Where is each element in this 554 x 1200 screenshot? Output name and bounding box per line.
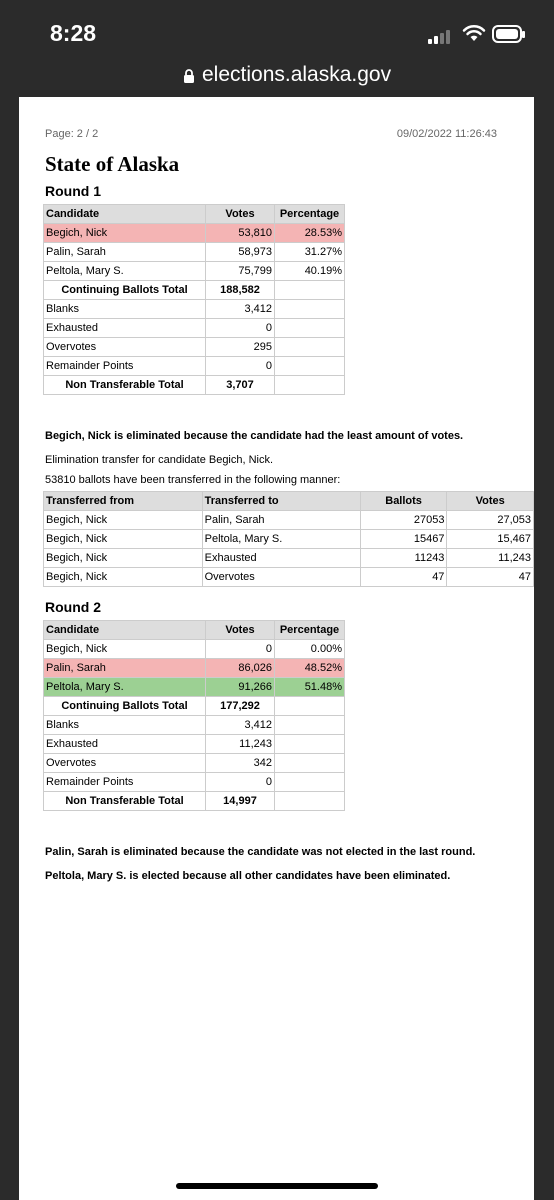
column-header: Percentage	[275, 621, 345, 640]
candidate-name: Peltola, Mary S.	[44, 262, 206, 281]
empty-cell	[275, 716, 345, 735]
ballots: 15467	[360, 530, 447, 549]
row-value: 295	[206, 338, 275, 357]
total-label: Continuing Ballots Total	[44, 281, 206, 300]
ballots-transferred-line: 53810 ballots have been transferred in the following manner:	[45, 474, 341, 486]
candidate-name: Palin, Sarah	[44, 243, 206, 262]
row-label: Exhausted	[44, 735, 206, 754]
table-row	[44, 735, 345, 754]
status-bar	[0, 0, 554, 58]
table-header-row	[44, 621, 345, 640]
empty-cell	[275, 754, 345, 773]
table-row	[44, 716, 345, 735]
vote-count: 75,799	[206, 262, 275, 281]
transferred-to: Overvotes	[202, 568, 360, 587]
row-value: 3,412	[206, 300, 275, 319]
row-value: 11,243	[206, 735, 275, 754]
vote-count: 91,266	[206, 678, 275, 697]
report-timestamp: 09/02/2022 11:26:43	[396, 128, 497, 140]
empty-cell	[275, 300, 345, 319]
row-label: Blanks	[44, 716, 206, 735]
empty-cell	[275, 338, 345, 357]
column-header: Votes	[206, 205, 275, 224]
column-header: Candidate	[44, 621, 206, 640]
ballots: 27053	[360, 511, 447, 530]
empty-cell	[275, 357, 345, 376]
table-row	[44, 511, 534, 530]
transfer-table	[43, 491, 534, 587]
round-2-heading: Round 2	[45, 599, 101, 615]
table-row	[44, 754, 345, 773]
votes: 47	[447, 568, 534, 587]
candidate-name: Palin, Sarah	[44, 659, 206, 678]
vote-count: 53,810	[206, 224, 275, 243]
column-header: Candidate	[44, 205, 206, 224]
cellular-signal-icon	[428, 28, 454, 44]
empty-cell	[275, 773, 345, 792]
row-label: Exhausted	[44, 319, 206, 338]
percentage: 48.52%	[275, 659, 345, 678]
report-title: State of Alaska	[45, 152, 180, 176]
table-row	[44, 568, 534, 587]
ballots: 47	[360, 568, 447, 587]
table-row	[44, 792, 345, 811]
transferred-from: Begich, Nick	[44, 511, 203, 530]
percentage: 51.48%	[275, 678, 345, 697]
empty-cell	[275, 319, 345, 338]
total-label: Continuing Ballots Total	[44, 697, 206, 716]
table-row	[44, 300, 345, 319]
table-row	[44, 243, 345, 262]
candidate-name: Peltola, Mary S.	[44, 678, 206, 697]
url-text[interactable]: elections.alaska.gov	[202, 63, 392, 86]
wifi-icon	[462, 24, 486, 42]
row-value: 0	[206, 773, 275, 792]
votes: 27,053	[447, 511, 534, 530]
table-row	[44, 697, 345, 716]
candidate-name: Begich, Nick	[44, 224, 206, 243]
elimination-message: Begich, Nick is eliminated because the candidate had the least amount of votes.	[45, 430, 464, 442]
empty-cell	[275, 697, 345, 716]
row-value: 342	[206, 754, 275, 773]
table-row	[44, 530, 534, 549]
table-row	[44, 659, 345, 678]
table-row	[44, 319, 345, 338]
battery-icon	[492, 25, 522, 43]
table-row	[44, 773, 345, 792]
percentage: 31.27%	[275, 243, 345, 262]
home-indicator[interactable]	[176, 1183, 378, 1189]
transferred-to: Palin, Sarah	[202, 511, 360, 530]
table-row	[44, 549, 534, 568]
row-value: 0	[206, 357, 275, 376]
table-row	[44, 281, 345, 300]
row-label: Overvotes	[44, 338, 206, 357]
vote-count: 86,026	[206, 659, 275, 678]
ballots: 11243	[360, 549, 447, 568]
row-label: Remainder Points	[44, 773, 206, 792]
empty-cell	[275, 735, 345, 754]
column-header: Votes	[206, 621, 275, 640]
candidate-name: Begich, Nick	[44, 640, 206, 659]
palin-eliminated-message: Palin, Sarah is eliminated because the candidate was not elected in the last round.	[45, 846, 476, 858]
column-header: Percentage	[275, 205, 345, 224]
empty-cell	[275, 792, 345, 811]
table-row	[44, 678, 345, 697]
column-header: Ballots	[360, 492, 447, 511]
table-row	[44, 262, 345, 281]
total-value: 188,582	[206, 281, 275, 300]
elimination-transfer-line: Elimination transfer for candidate Begich, Nick.	[45, 454, 274, 466]
peltola-elected-message: Peltola, Mary S. is elected because all other candidates have been eliminated.	[45, 870, 451, 882]
percentage: 28.53%	[275, 224, 345, 243]
votes: 11,243	[447, 549, 534, 568]
transferred-to: Peltola, Mary S.	[202, 530, 360, 549]
total-label: Non Transferable Total	[44, 792, 206, 811]
table-row	[44, 357, 345, 376]
table-header-row	[44, 492, 534, 511]
percentage: 0.00%	[275, 640, 345, 659]
total-value: 177,292	[206, 697, 275, 716]
row-label: Overvotes	[44, 754, 206, 773]
transferred-from: Begich, Nick	[44, 530, 203, 549]
row-label: Remainder Points	[44, 357, 206, 376]
percentage: 40.19%	[275, 262, 345, 281]
vote-count: 58,973	[206, 243, 275, 262]
transferred-to: Exhausted	[202, 549, 360, 568]
total-label: Non Transferable Total	[44, 376, 206, 395]
document-page	[19, 97, 534, 1200]
round-1-heading: Round 1	[45, 183, 101, 199]
table-row	[44, 640, 345, 659]
round-1-table	[43, 204, 345, 395]
total-value: 14,997	[206, 792, 275, 811]
round-2-table	[43, 620, 345, 811]
table-row	[44, 224, 345, 243]
transferred-from: Begich, Nick	[44, 549, 203, 568]
empty-cell	[275, 376, 345, 395]
column-header: Transferred to	[202, 492, 360, 511]
page-number: Page: 2 / 2	[45, 128, 99, 140]
table-row	[44, 338, 345, 357]
row-label: Blanks	[44, 300, 206, 319]
clock: 8:28	[50, 20, 97, 46]
votes: 15,467	[447, 530, 534, 549]
row-value: 3,412	[206, 716, 275, 735]
table-row	[44, 376, 345, 395]
transferred-from: Begich, Nick	[44, 568, 203, 587]
empty-cell	[275, 281, 345, 300]
total-value: 3,707	[206, 376, 275, 395]
column-header: Votes	[447, 492, 534, 511]
lock-icon	[183, 69, 195, 84]
column-header: Transferred from	[44, 492, 203, 511]
row-value: 0	[206, 319, 275, 338]
vote-count: 0	[206, 640, 275, 659]
table-header-row	[44, 205, 345, 224]
